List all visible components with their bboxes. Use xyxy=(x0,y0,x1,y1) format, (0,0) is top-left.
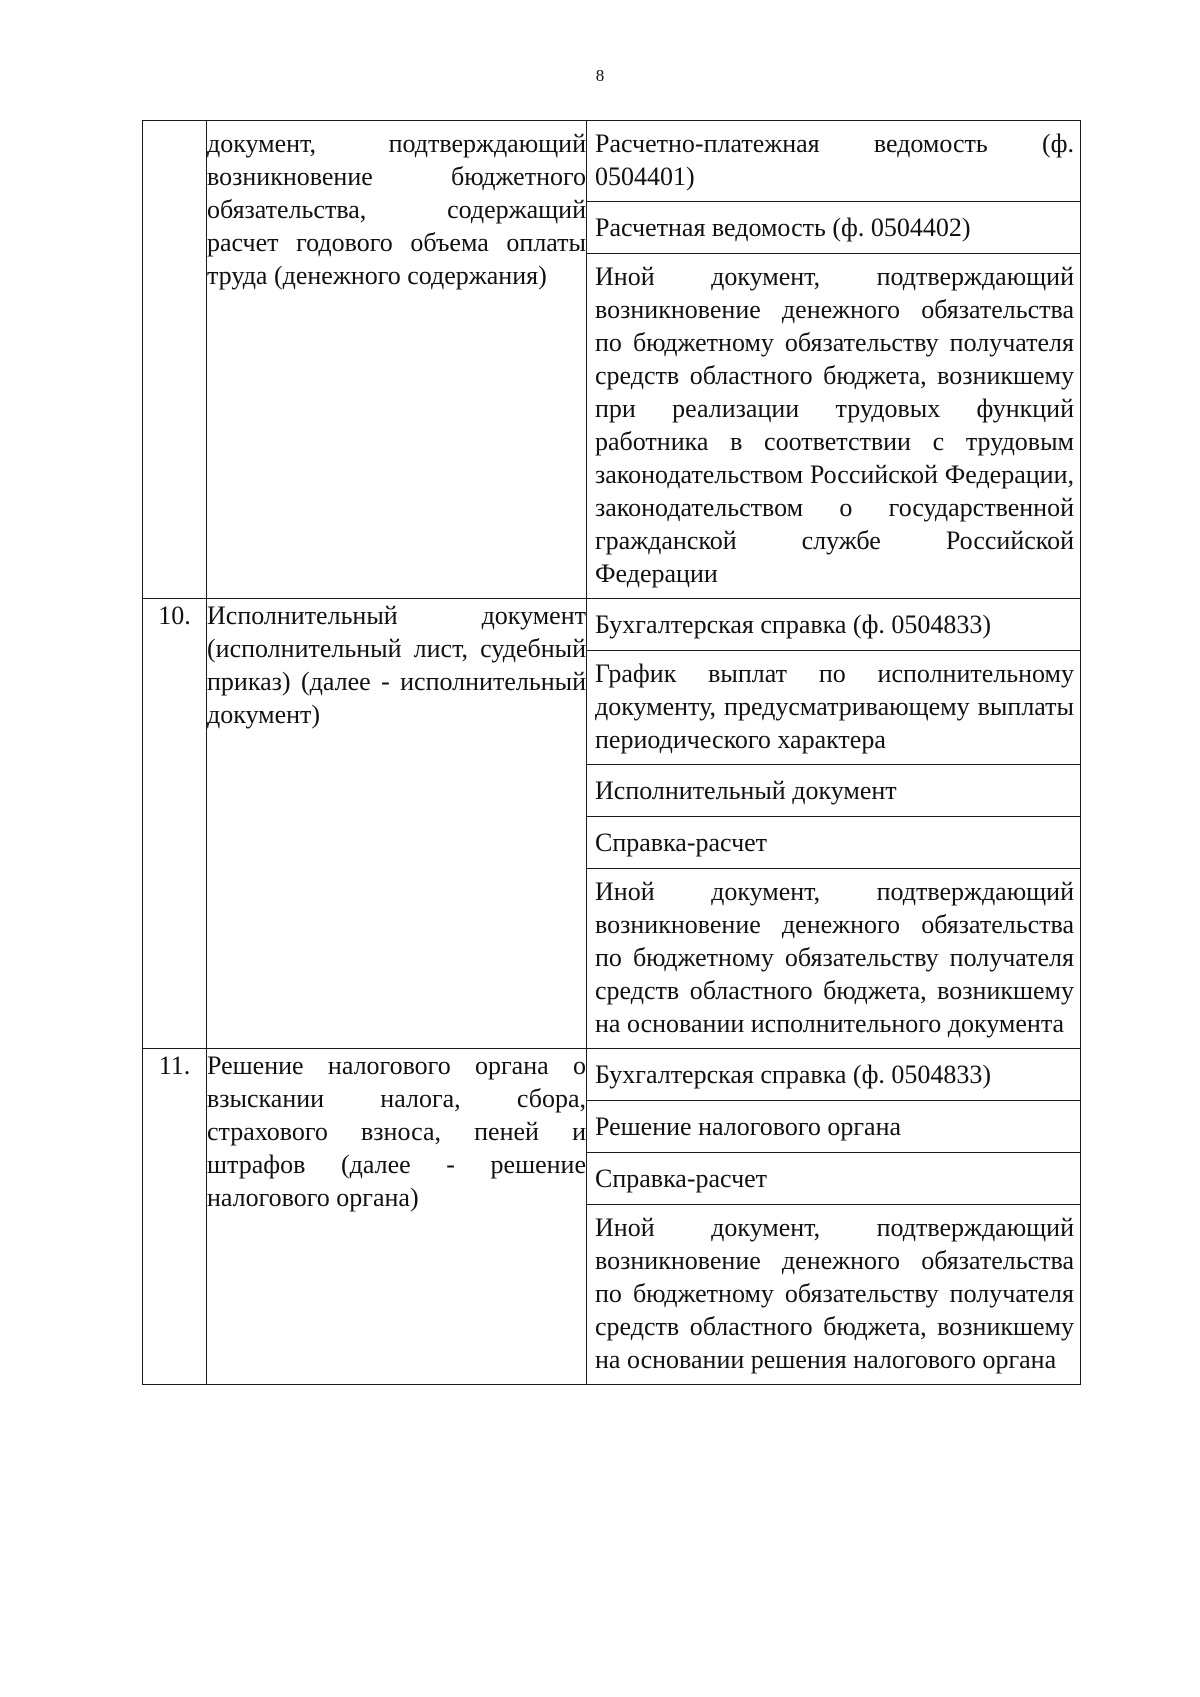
basis-cell xyxy=(207,599,587,1049)
document-item: Справка-расчет xyxy=(587,817,1080,869)
document-item: Расчетная ведомость (ф. 0504402) xyxy=(587,202,1080,254)
document-item: Исполнительный документ xyxy=(587,765,1080,817)
document-item: Бухгалтерская справка (ф. 0504833) xyxy=(587,1049,1080,1101)
document-item: График выплат по исполнительному документу, предусматривающему выплаты периодического характера xyxy=(587,651,1080,765)
row-number: 11. xyxy=(143,1049,207,1385)
document-item: Иной документ, подтверждающий возникновение денежного обязательства по бюджетному обязательству получателя средств областного бюджета, возникшему на основании решения налогового органа xyxy=(595,1213,1074,1374)
document-item: Расчетно-платежная ведомость (ф. 0504401) xyxy=(587,121,1080,202)
basis-cell xyxy=(207,1049,587,1385)
documents-table xyxy=(142,120,1081,1385)
document-item: Иной документ, подтверждающий возникновение денежного обязательства по бюджетному обязательству получателя средств областного бюджета, возникшему при реализации трудовых функций работника в соответствии с трудовым законодательством Российской Федерации, законодательством о государственной гражданской службе Российской Федерации xyxy=(595,262,1074,588)
document-item: Бухгалтерская справка (ф. 0504833) xyxy=(587,599,1080,651)
page-number: 8 xyxy=(595,66,605,85)
basis-cell xyxy=(207,121,587,599)
table-row xyxy=(143,599,1081,1049)
table-row xyxy=(143,1049,1081,1385)
documents-cell xyxy=(587,1049,1081,1385)
document-item: Иной документ, подтверждающий возникновение денежного обязательства по бюджетному обязательству получателя средств областного бюджета, возникшему на основании исполнительного документа xyxy=(595,877,1074,1038)
basis-text: Исполнительный документ (исполнительный лист, судебный приказ) (далее - исполнительный документ) xyxy=(207,601,586,729)
basis-text: Решение налогового органа о взыскании налога, сбора, страхового взноса, пеней и штрафов (далее - решение налогового органа) xyxy=(207,1051,586,1212)
documents-cell xyxy=(587,121,1081,599)
basis-text: документ, подтверждающий возникновение бюджетного обязательства, содержащий расчет годового объема оплаты труда (денежного содержания) xyxy=(207,129,586,290)
document-item: Решение налогового органа xyxy=(587,1101,1080,1153)
documents-cell xyxy=(587,599,1081,1049)
row-number xyxy=(143,121,207,599)
table-row xyxy=(143,121,1081,599)
document-item: Справка-расчет xyxy=(587,1153,1080,1205)
row-number: 10. xyxy=(143,599,207,1049)
